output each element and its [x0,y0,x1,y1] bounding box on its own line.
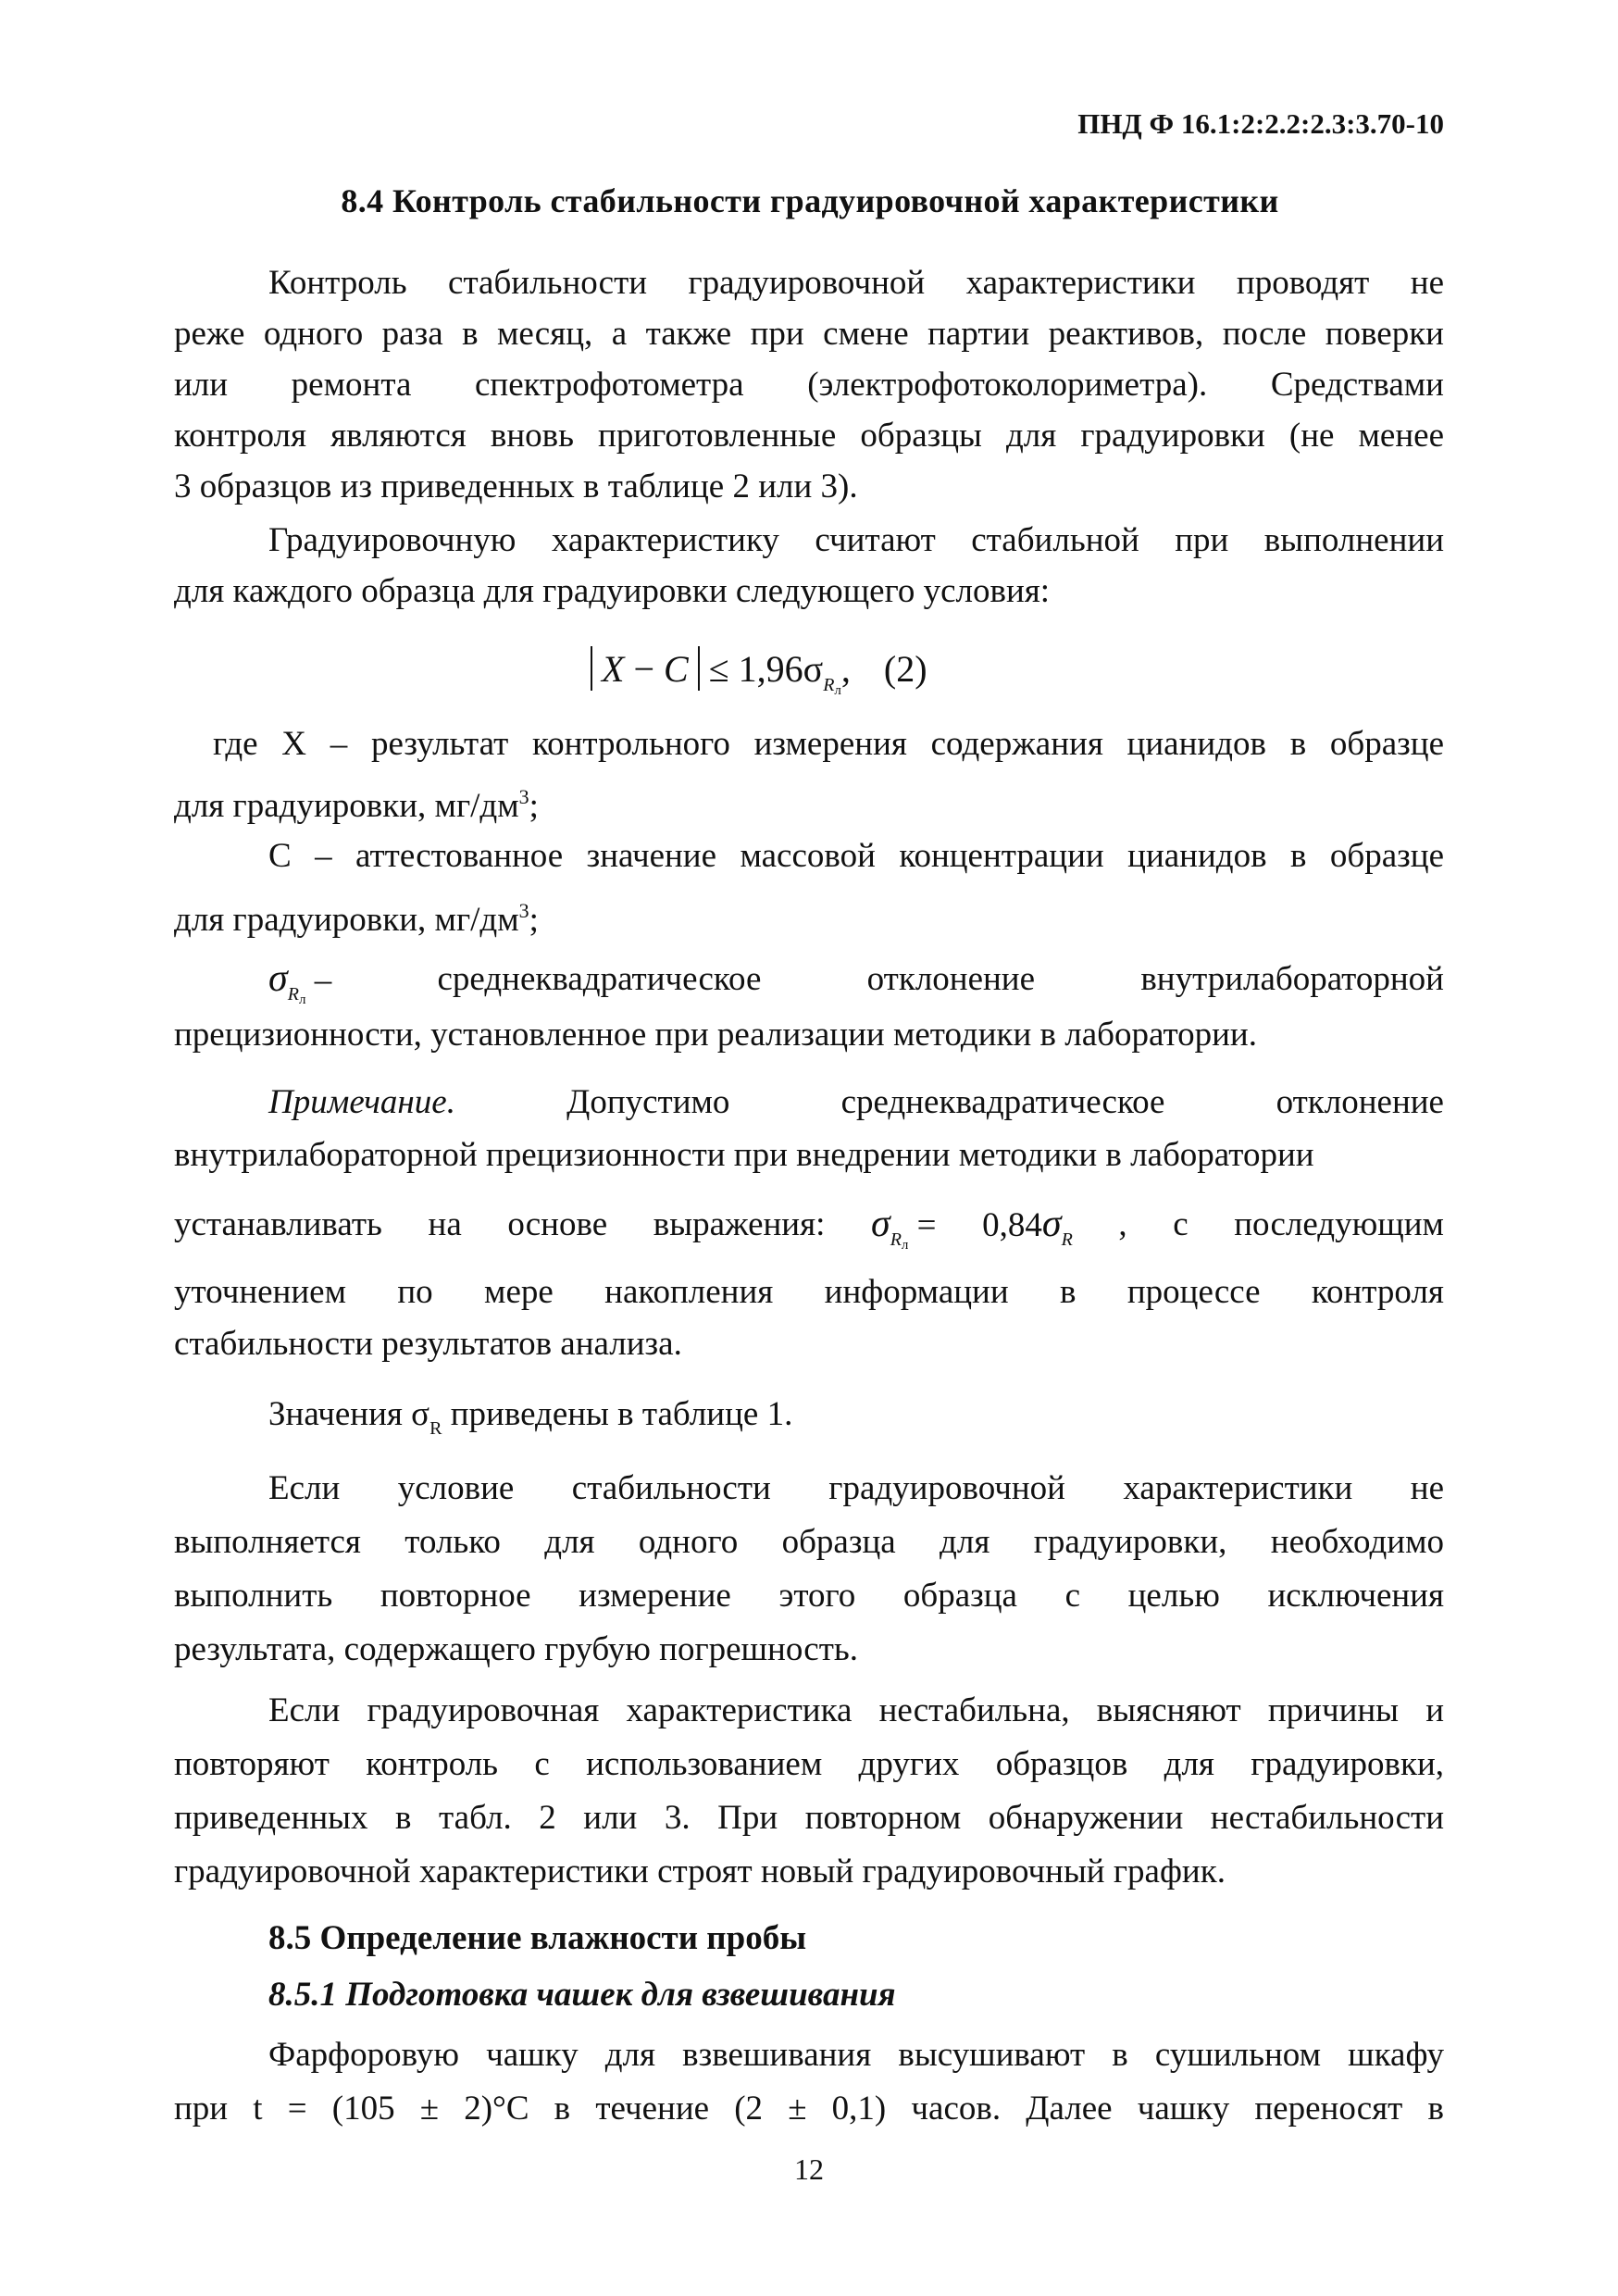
where-x-end: ; [529,787,539,825]
values-line [268,1389,792,1454]
note-formula-eq: = [908,1206,937,1244]
p3-line-4: результата, содержащего грубую погрешность. [174,1630,858,1668]
p1-line-3: или ремонта спектрофотометра (электрофотоколориметра). Средствами [174,366,1444,404]
sigma-dash: – [305,961,332,999]
note4-word-5: информации [824,1273,1009,1311]
where-x-sup: 3 [518,785,529,808]
where-c-line-1: C – аттестованное значение массовой концентрации цианидов в образце [268,837,1444,875]
note4-word-2: по [397,1273,433,1311]
p3-line-3: выполнить повторное измерение этого образца с целью исключения [174,1577,1444,1615]
section-8-5-title: 8.5 Определение влажности пробы [268,1919,807,1957]
p4-line-1: Если градуировочная характеристика нестабильна, выясняют причины и [268,1691,1444,1729]
p4-line-3: приведенных в табл. 2 или 3. При повторном обнаружении нестабильности [174,1799,1444,1837]
p1-line-4: контроля являются вновь приготовленные образцы для градуировки (не менее [174,417,1444,455]
note-formula-sigma2: σ [1041,1203,1062,1245]
where-x-line-2 [174,771,539,831]
note-line-1 [268,1077,1444,1128]
p1-line-1 [268,257,1444,308]
note-line-3 [174,1199,1444,1271]
p1-line-2: реже одного раза в месяц, а также при смене партии реактивов, после поверки [174,315,1444,353]
note-formula-sigma: σ [870,1203,890,1245]
sigma-word-1: среднеквадратическое [437,960,762,998]
note4-word-4: накопления [604,1273,774,1311]
formula-c: C [664,648,689,690]
note-formula-subsub: л [901,1238,909,1253]
note-formula-rhs [982,1199,1073,1271]
note-word-1: Допустимо [566,1083,730,1121]
p4-line-4: градуировочной характеристики строят новый градуировочный график. [174,1853,1226,1890]
note3-word-6: последующим [1234,1205,1444,1243]
note3-word-5: с [1173,1205,1189,1243]
formula-2 [581,646,927,699]
note-formula-sub: R [890,1229,902,1250]
abs-bar-right [698,646,700,691]
formula-comma: , [840,648,851,690]
note3-word-2: на [428,1205,462,1243]
where-c-line-2 [174,885,539,945]
formula-relation: ≤ 1,96σ [708,648,824,690]
note4-word-6: в [1060,1273,1077,1311]
p1-line-1-text: Контроль стабильности градуировочной характеристики проводят не [268,264,1444,302]
where-x-text: где X – результат контрольного измерения содержания цианидов в образце [213,725,1444,763]
values-sub: R [429,1418,442,1439]
sigma-sub: R [287,984,299,1004]
note-word-2: среднеквадратическое [840,1083,1165,1121]
where-c-sup: 3 [518,899,529,922]
document-code: ПНД Ф 16.1:2:2.2:2.3:3.70-10 [1077,107,1444,140]
p2-line-1: Градуировочную характеристику считают стабильной при выполнении [268,521,1444,559]
abs-bar-left [591,646,592,691]
p5-line-1: Фарфоровую чашку для взвешивания высушивают в сушильном шкафу [268,2036,1444,2074]
note-formula-val: 0,84 [982,1206,1042,1244]
note-line-4 [174,1267,1444,1317]
p4-line-2: повторяют контроль с использованием других образцов для градуировки, [174,1745,1444,1783]
note4-word-1: уточнением [174,1273,346,1311]
sigma-subsub: л [298,992,306,1007]
where-x-unit: для градуировки, мг/дм [174,787,519,825]
sigma-line-2: прецизионности, установленное при реализации методики в лаборатории. [174,1016,1257,1054]
note3-word-4: выражения: [653,1205,826,1243]
note3-word-1: устанавливать [174,1205,382,1243]
p3-line-2: выполняется только для одного образца для градуировки, необходимо [174,1523,1444,1561]
formula-minus: − [624,648,664,690]
p2-line-2: для каждого образца для градуировки следующего условия: [174,572,1051,610]
note4-word-3: мере [484,1273,554,1311]
values-text: Значения σ [268,1395,430,1433]
formula-sub: R [823,675,835,695]
note-formula [871,1199,937,1271]
sigma-word-3: внутрилабораторной [1140,960,1444,998]
note-label: Примечание. [268,1083,455,1121]
p5-line-2: при t = (105 ± 2)°C в течение (2 ± 0,1) часов. Далее чашку переносят в [174,2090,1444,2128]
formula-x: X [602,648,625,690]
p1-line-5: 3 образцов из приведенных в таблице 2 или 3). [174,468,858,505]
formula-subsub: л [834,683,841,698]
note-line-5: стабильности результатов анализа. [174,1325,682,1363]
note4-word-8: контроля [1311,1273,1444,1311]
note-line-2: внутрилабораторной прецизионности при внедрении методики в лаборатории [174,1136,1314,1174]
page-number: 12 [794,2152,824,2186]
note3-word-3: основе [507,1205,608,1243]
where-c-end: ; [529,901,539,939]
where-x-line-1 [213,718,1444,769]
note3-comma: , [1118,1205,1127,1243]
sigma-word-2: отклонение [866,960,1036,998]
values-tail: приведены в таблице 1. [442,1395,793,1433]
formula-number: (2) [883,648,927,690]
note-word-3: отклонение [1276,1083,1444,1121]
where-c-unit: для градуировки, мг/дм [174,901,519,939]
note4-word-7: процессе [1126,1273,1261,1311]
section-8-5-1-title: 8.5.1 Подготовка чашек для взвешивания [268,1976,896,2014]
sigma-symbol: σ [268,957,288,1000]
note-formula-sub2: R [1061,1229,1073,1250]
p3-line-1: Если условие стабильности градуировочной характеристики не [268,1469,1444,1507]
section-8-4-title: 8.4 Контроль стабильности градуировочной характеристики [341,182,1279,219]
